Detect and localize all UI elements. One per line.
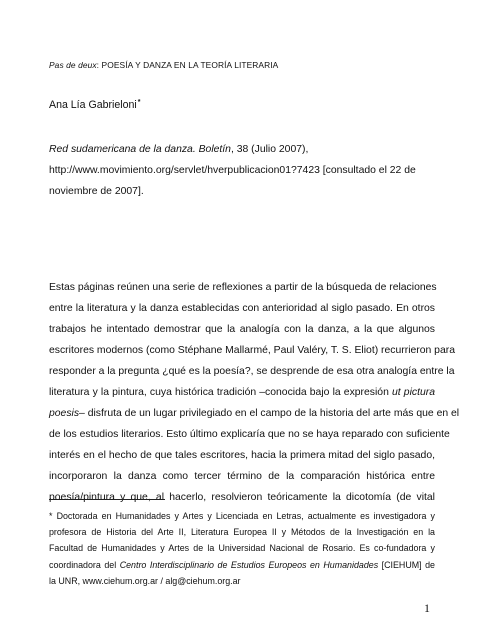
title-italic: Pas de deux	[49, 60, 97, 70]
footnote-separator	[49, 499, 165, 500]
reference-italic: Red sudamericana de la danza. Boletín	[49, 144, 231, 155]
body-line: poesis– disfruta de un lugar privilegiado en el campo de la historia del arte más que en el	[49, 408, 460, 419]
body-line: escritores modernos (como Stéphane Mallarmé, Paul Valéry, T. S. Eliot) recurrieron para	[49, 345, 455, 356]
latin-phrase: ut pictura	[392, 387, 435, 398]
publication-reference	[49, 139, 434, 202]
footnote-line	[49, 573, 435, 589]
center-name: Centro Interdisciplinario de Estudios Europeos en Humanidades	[119, 559, 379, 570]
footnote-line: profesora de Historia del Arte II, Literatura Europea II y Métodos de la Investigación en la	[49, 527, 435, 538]
body-line: responder a la pregunta ¿qué es la poesía?, se desprende de esa otra analogía entre la	[49, 366, 455, 377]
reference-line: Red sudamericana de la danza. Boletín, 38 (Julio 2007),	[49, 144, 309, 155]
body-paragraph	[49, 277, 460, 508]
page-number: 1	[424, 601, 430, 615]
footnote	[49, 508, 435, 589]
body-line: interés en el hecho de que tales escritores, hacia la primera mitad del siglo pasado,	[49, 450, 435, 461]
body-line: incorporaron la danza como tercer término de la comparación histórica entre	[49, 471, 435, 482]
body-line: entre la literatura y la danza establecidas con anterioridad al siglo pasado. En otros	[49, 303, 435, 314]
reference-line: noviembre de 2007].	[49, 186, 144, 197]
reference-line	[49, 160, 434, 181]
title-rest: : POESÍA Y DANZA EN LA TEORÍA LITERARIA	[96, 60, 279, 70]
reference-url: http://www.movimiento.org/servlet/hverpublicacion01?7423 [consultado el 22 de	[49, 165, 416, 176]
latin-phrase: poesis	[49, 408, 80, 419]
footnote-line: Facultad de Humanidades y Artes de la Universidad Nacional de Rosario. Es co-fundadora y	[49, 543, 435, 554]
body-line: poesía/pintura y que, al hacerlo, resolvieron teóricamente la dicotomía (de vital	[49, 492, 435, 503]
body-line: de los estudios literarios. Esto último explicaría que no se haya reparado con suficiente	[49, 429, 450, 440]
footnote-line: * Doctorada en Humanidades y Artes y Licenciada en Letras, actualmente es investigadora y	[49, 511, 435, 521]
author-footnote-mark: *	[137, 99, 141, 106]
article-title	[49, 60, 449, 70]
body-line: literatura y la pintura, cuya histórica tradición –conocida bajo la expresión ut pictura	[49, 387, 435, 398]
author-name: Ana Lía Gabrieloni	[49, 99, 137, 111]
footnote-contact: la UNR, www.ciehum.org.ar / alg@ciehum.org.ar	[49, 575, 241, 586]
body-line: trabajos he intentado demostrar que la analogía con la danza, a la que algunos	[49, 324, 435, 335]
footnote-line: coordinadora del Centro Interdisciplinario de Estudios Europeos en Humanidades [CIEHUM] de	[49, 559, 435, 570]
author-line	[49, 99, 141, 111]
body-line: Estas páginas reúnen una serie de reflexiones a partir de la búsqueda de relaciones	[49, 282, 437, 293]
